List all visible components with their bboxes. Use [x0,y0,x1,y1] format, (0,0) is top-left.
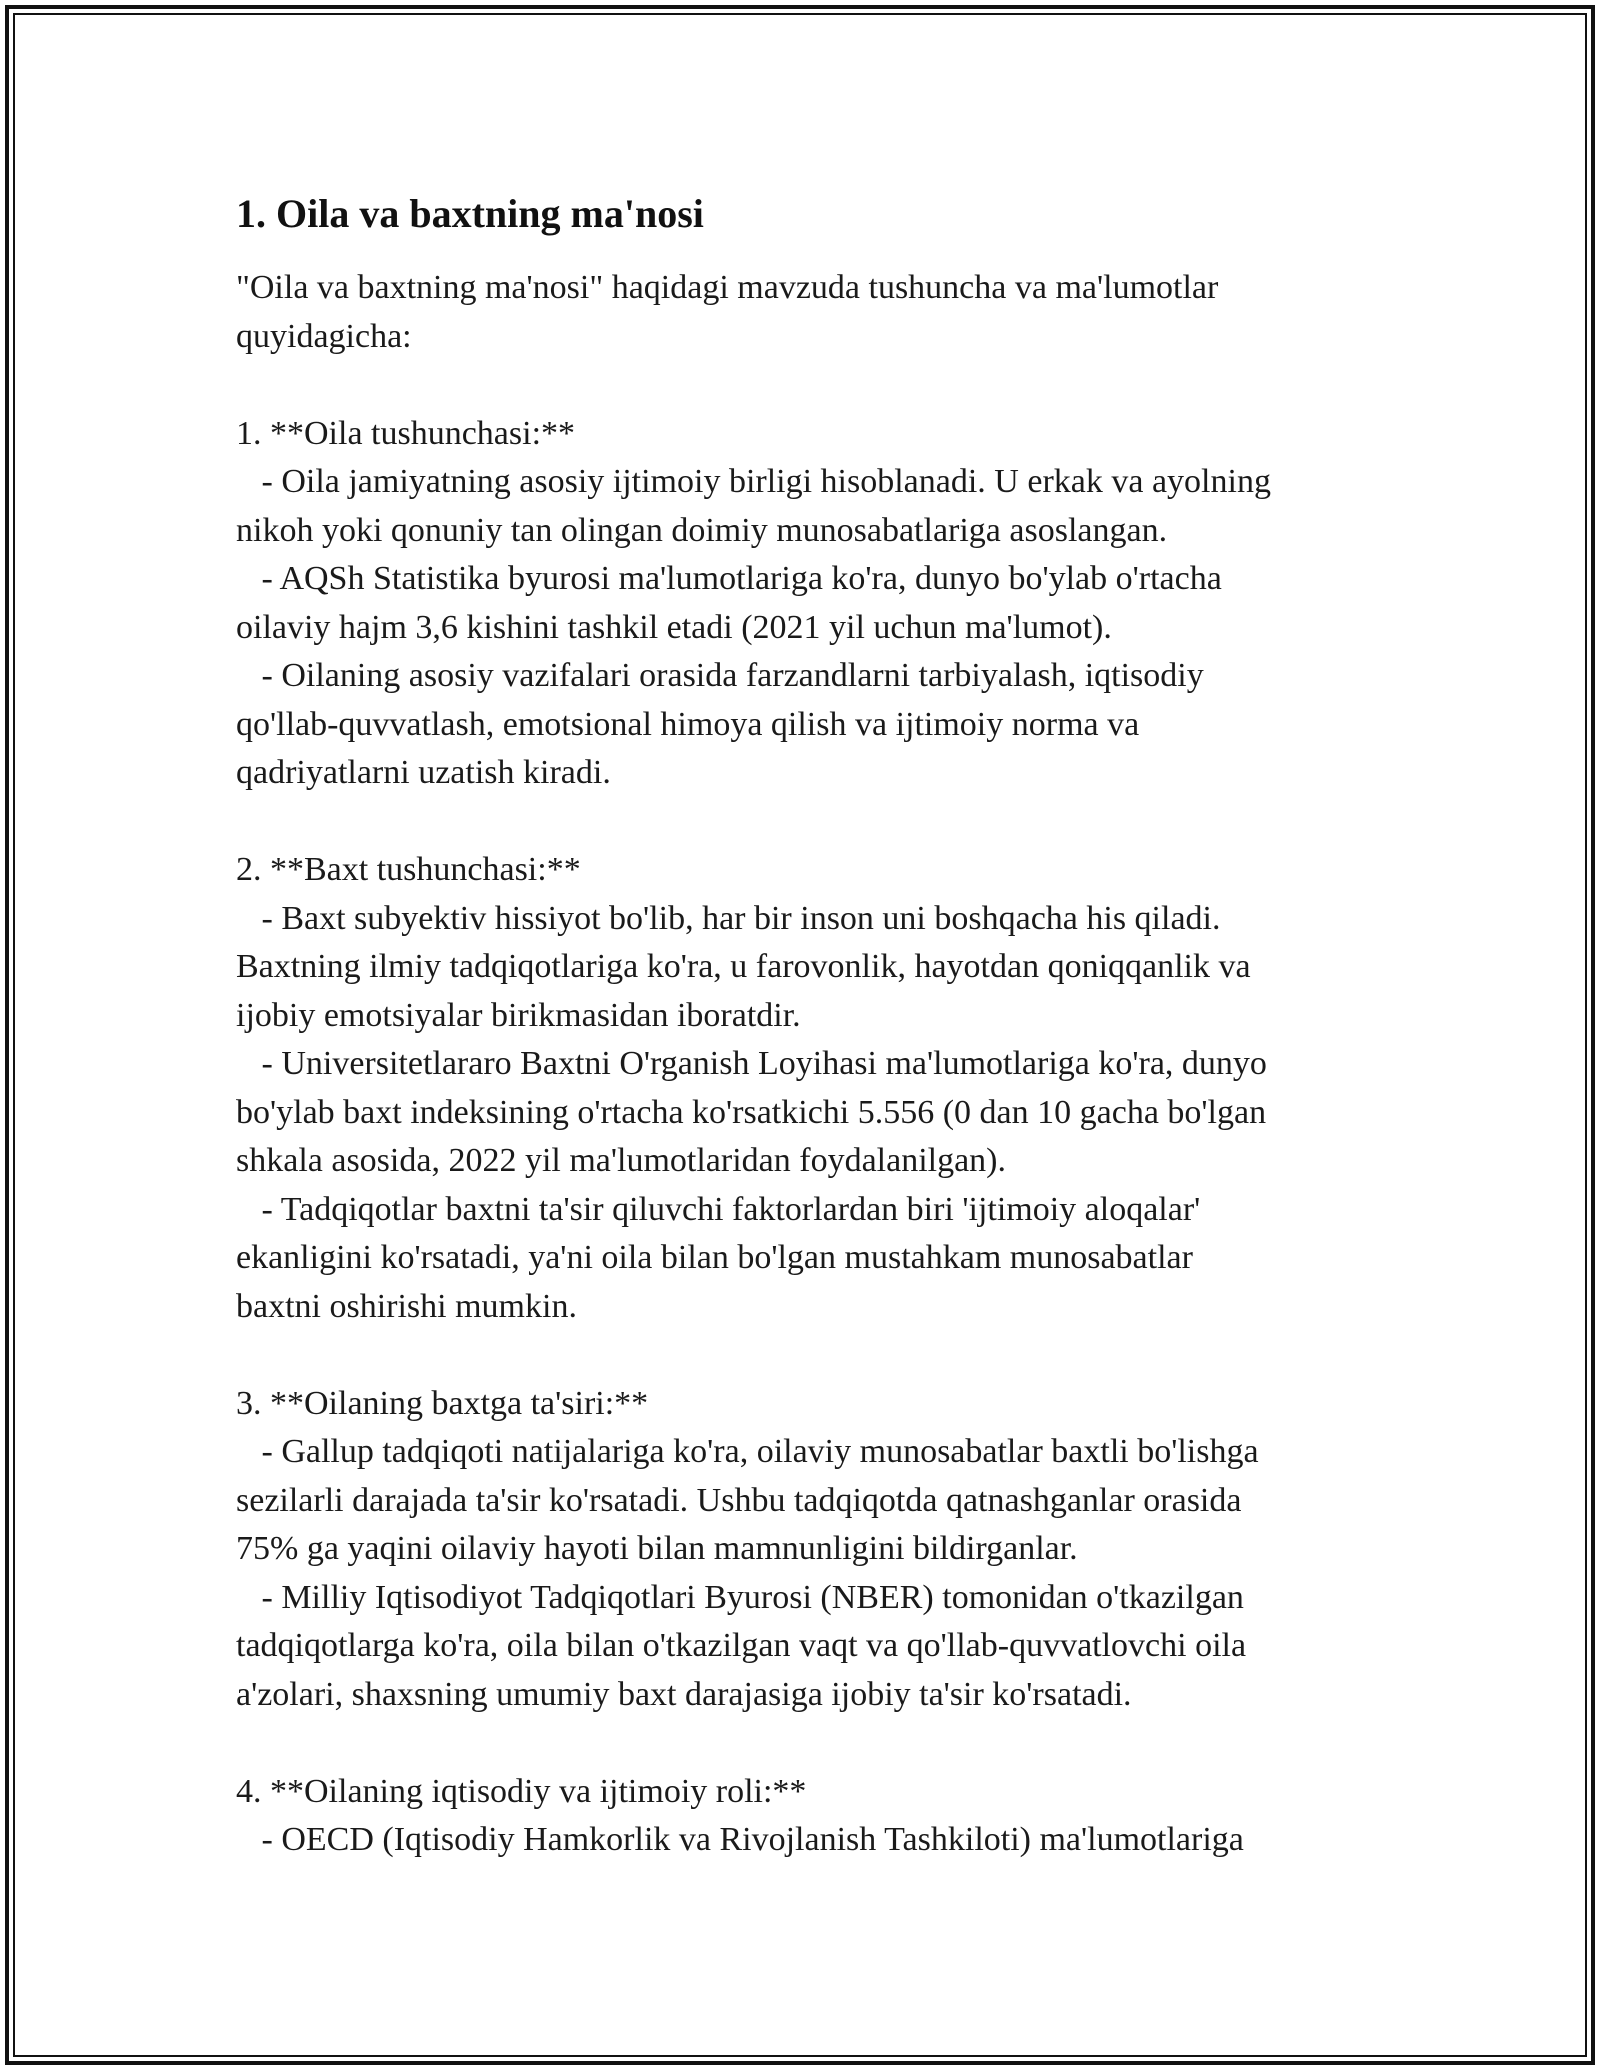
document-page [236,186,1366,1865]
section-heading: 1. Oila va baxtning ma'nosi [236,191,704,236]
intro-paragraph: "Oila va baxtning ma'nosi" haqidagi mavzuda tushuncha va ma'lumotlar quyidagicha: [236,269,1219,355]
body-text: 1. **Oila tushunchasi:** - Oila jamiyatning asosiy ijtimoiy birligi hisoblanadi. U erkak va ayolning nikoh yoki qonuniy tan olingan doimiy munosabatlariga asoslangan. - AQSh Statistika byurosi ma'lumotlariga ko'ra, dunyo bo'ylab o'rtacha oilaviy hajm 3,6 kishini tashkil etadi (2021 yil uchun ma'lumot). - Oilaning asosiy vazifalari orasida farzandlarni tarbiyalash, iqtisodiy qo'llab-quvvatlash, emotsional himoya qilish va ijtimoiy norma va qadriyatlarni uzatish kiradi. 2. **Baxt tushunchasi:** - Baxt subyektiv hissiyot bo'lib, har bir inson uni boshqacha his qiladi. Baxtning ilmiy tadqiqotlariga ko'ra, u farovonlik, hayotdan qoniqqanlik va ijobiy emotsiyalar birikmasidan iboratdir. - Universitetlararo Baxtni O'rganish Loyihasi ma'lumotlariga ko'ra, dunyo bo'ylab baxt indeksining o'rtacha ko'rsatkichi 5.556 (0 dan 10 gacha bo'lgan shkala asosida, 2022 yil ma'lumotlaridan foydalanilgan). - Tadqiqotlar baxtni ta'sir qiluvchi faktorlardan biri 'ijtimoiy aloqalar' ekanligini ko'rsatadi, ya'ni oila bilan bo'lgan mustahkam munosabatlar baxtni oshirishi mumkin. 3. **Oilaning baxtga ta'siri:** - Gallup tadqiqoti natijalariga ko'ra, oilaviy munosabatlar baxtli bo'lishga sezilarli darajada ta'sir ko'rsatadi. Ushbu tadqiqotda qatnashganlar orasida 75% ga yaqini oilaviy hayoti bilan mamnunligini bildirganlar. - Milliy Iqtisodiyot Tadqiqotlari Byurosi (NBER) tomonidan o'tkazilgan tadqiqotlarga ko'ra, oila bilan o'tkazilgan vaqt va qo'llab-quvvatlovchi oila a'zolari, shaxsning umumiy baxt darajasiga ijobiy ta'sir ko'rsatadi. 4. **Oilaning iqtisodiy va ijtimoiy roli:** - OECD (Iqtisodiy Hamkorlik va Rivojlanish Tashkiloti) ma'lumotlariga [236,414,1271,1858]
